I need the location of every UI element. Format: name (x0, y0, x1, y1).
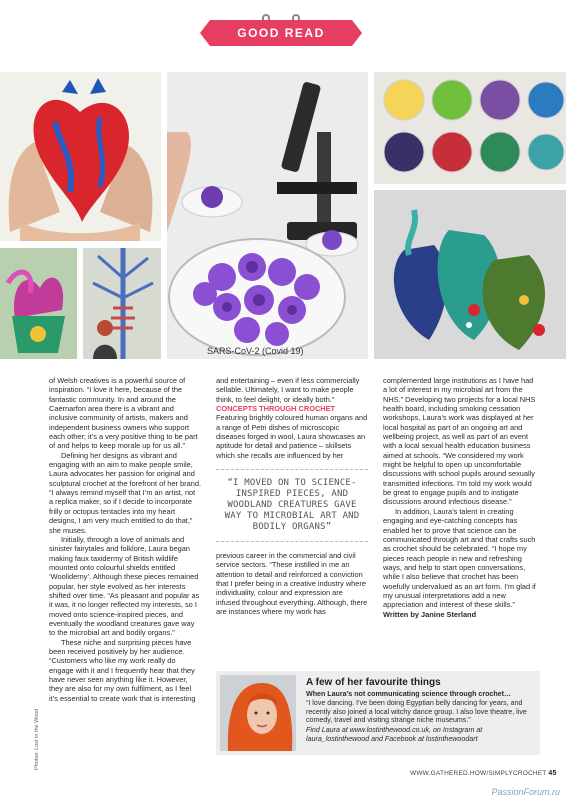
hearts-illustration (374, 190, 566, 359)
author-byline: Written by Janine Sterland (383, 609, 477, 619)
col3-paragraph-2: In addition, Laura’s talent in creating engaging and eye-catching concepts has enabled her to prove that science can be communicated through art and that crafts such as crochet should be celebrated. “I hope my pieces reach people in new and refreshing ways, and help to start open conversations, while I also believe that crochet has been woefully undervalued as an art form. I’m glad if my unusual interpretations add a new appreciation and interest of these skills.” (383, 506, 536, 610)
text-column-2 (216, 376, 368, 617)
watermark: PassionForum.ru (491, 787, 560, 797)
banner-label: GOOD READ (237, 26, 325, 40)
photo-crochet-tree (83, 248, 161, 359)
photo-crochet-bowl (0, 248, 77, 359)
footer-url[interactable]: WWW.GATHERED.HOW/SIMPLYCROCHET (410, 770, 547, 777)
photo-credit: Photos: Lost in the Wood (34, 708, 40, 770)
photo-crochet-organs (374, 72, 566, 184)
text-column-3 (383, 376, 539, 619)
text-column-1 (49, 376, 201, 703)
favourites-title: A few of her favourite things (306, 677, 441, 688)
col1-paragraph-4: These niche and surprising pieces have been received positively by her audience. “Customers who like my work really do engage with it and I frequently hear that they have never seen anything like it. However, they are also for my own fulfilment, as I feel it’s essential to create work that is interesting (49, 637, 196, 703)
photo-crochet-hearts (374, 190, 566, 359)
favourites-find-links: Find Laura at www.lostinthewood.co.uk, on Instagram at laura_lostinthewood and Facebook at lostinthewoodart (306, 726, 483, 743)
crochet-heart-illustration (0, 72, 161, 241)
pull-quote: “I MOVED ON TO SCIENCE-INSPIRED PIECES, AND WOODLAND CREATURES GAVE WAY TO MICROBIAL ART AND BODILY ORGANS” (216, 469, 368, 542)
tree-illustration (83, 248, 161, 359)
col2-paragraph-2: previous career in the commercial and civil service sectors. “These instilled in me an attention to detail and reinforced a conviction that I prefer being in a creative industry where individuality, colour and expression are infused throughout everything. Although, there are instances where my work has (216, 551, 368, 617)
laura-portrait (220, 675, 296, 751)
portrait-illustration (220, 675, 296, 751)
page-number: 45 (548, 770, 557, 777)
favourites-subtitle: When Laura’s not communicating science through crochet… (306, 690, 512, 698)
petri-dish-illustration (167, 72, 368, 359)
favourites-text (306, 677, 536, 744)
bowl-illustration (0, 248, 77, 359)
organ-dishes-illustration (374, 72, 566, 184)
col2-paragraph-1: Featuring brightly coloured human organs and a range of Petri dishes of microscopic diseases forged in wool, Laura showcases an aptitude for detail and patience – skillsets which she recalls are influenced by her (216, 413, 368, 460)
section-heading: CONCEPTS THROUGH CROCHET (216, 404, 336, 414)
page-footer (410, 770, 557, 777)
col1-paragraph-1: of Welsh creatives is a powerful source of inspiration. “I love it here, because of the fantastic community. In and around the Caernarfon area there is a vibrant and inclusive community of artists, makers and independent business owners who support each other; it’s a very positive thing to be part of and helps to keep morale up for us all.” (49, 376, 198, 451)
petri-dish-label: SARS-CoV-2 (Covid 19) (207, 346, 304, 356)
photo-crochet-heart (0, 72, 161, 241)
col2-intro: and entertaining – even if less commercially sellable. Ultimately, I want to make people think, to feel delight, or ideally both.” (216, 376, 360, 404)
good-read-banner (210, 20, 352, 46)
photo-microscope-petri (167, 72, 368, 359)
col1-paragraph-3: Initially, through a love of animals and sinister fairytales and folklore, Laura began making faux taxidermy of British wildlife mounted onto colourful shields entitled ‘Wooliderny’. Although these pieces remained popular, her style evolved as her interests shifted over time. “As pleasant and popular as it was, it no longer reflected my interests, so I moved onto science-inspired pieces, and eventually the woodland creatures gave way to the microbial art and bodily organs.” (49, 534, 200, 638)
col1-paragraph-2: Defining her designs as vibrant and engaging with an aim to make people smile, Laura advocates her passion for original and sculptural crochet at the forefront of her brand. “I always remind myself that I’m an artist, not a replica maker, so if I decide to incorporate frilly or octopus tentacles into my heart designs, I am very much entitled to do that,” she muses. (49, 450, 202, 535)
col3-paragraph-1: complemented large institutions as I have had a lot of interest in my microbial art from the NHS.” Developing two projects for a local NHS health board, including smoking cessation workshops, Laura’s work was displayed at her local hospital as part of an ongoing art and wellbeing project, as well as part of an event with a local sexual health education business aimed at schools. “We considered my work might be helpful to open up uncomfortable discussions with school pupils around sexually transmitted infections. I’m told my work would be great to engage pupils and to instigate discussions around infectious disease.” (383, 376, 536, 507)
favourites-body: “I love dancing. I’ve been doing Egyptian belly dancing for years, and recently also joined a local witchy dance group. I also love theatre, live comedy, travel and visiting strange niche museums.” (306, 698, 527, 725)
favourites-box (216, 671, 540, 755)
